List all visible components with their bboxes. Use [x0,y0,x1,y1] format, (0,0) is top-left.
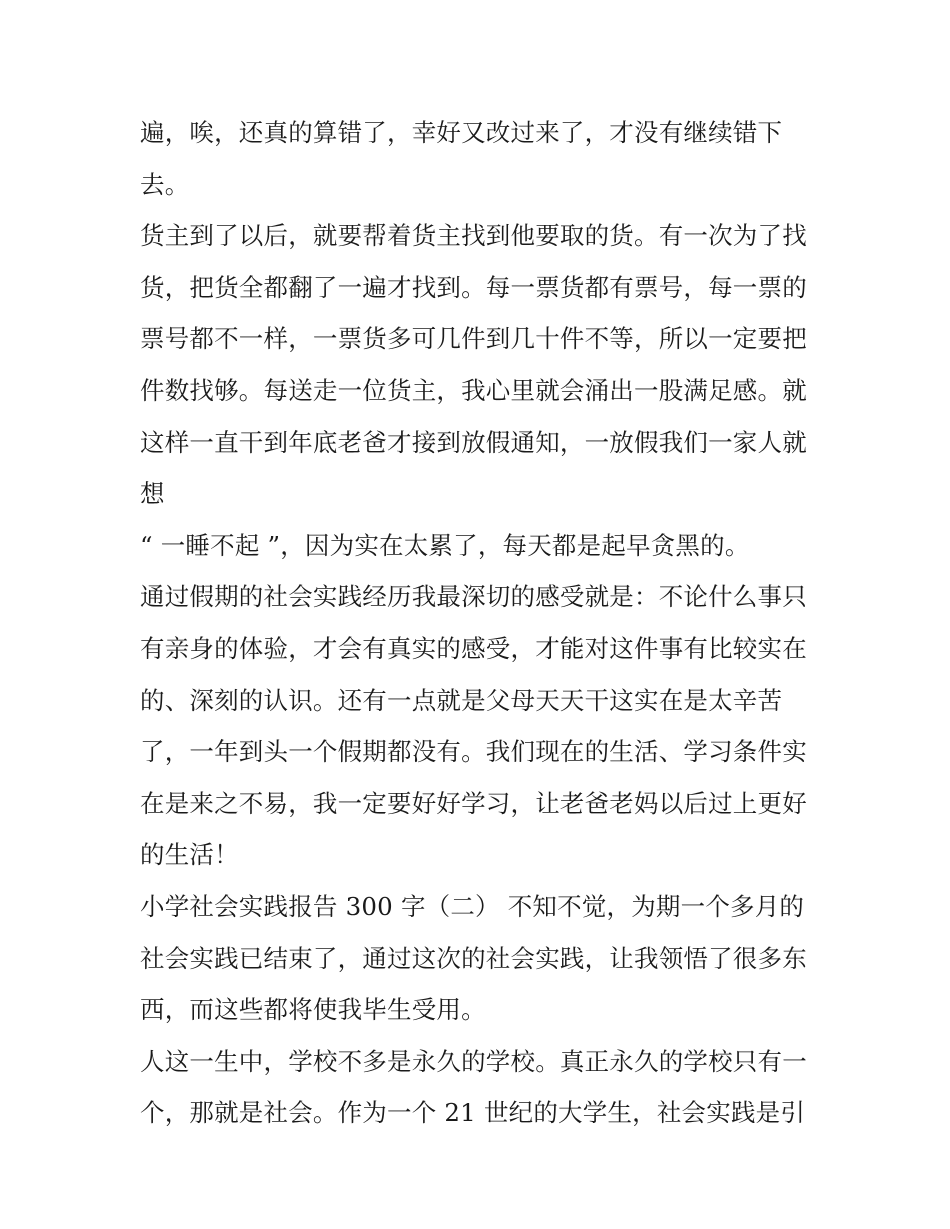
text-line-14: 在是来之不易，我一定要好好学习，让老爸老妈以后过上更好 [140,788,807,818]
text-line-13: 了，一年到头一个假期都没有。我们现在的生活、学习条件实 [140,737,807,767]
text-line-7: 这样一直干到年底老爸才接到放假通知，一放假我们一家人就 [140,427,807,457]
text-line-11: 有亲身的体验，才会有真实的感受，才能对这件事有比较实在 [140,633,807,663]
text-line-2: 去。 [140,169,190,199]
text-line-15: 的生活！ [140,840,239,870]
text-line-5: 票号都不一样，一票货多可几件到几十件不等，所以一定要把 [140,324,807,354]
text-line-10: 通过假期的社会实践经历我最深切的感受就是：不论什么事只 [140,582,807,612]
text-line-1: 遍，唉，还真的算错了，幸好又改过来了，才没有继续错下 [140,118,783,147]
text-line-12: 的、深刻的认识。还有一点就是父母天天干这实在是太辛苦 [140,685,783,715]
text-line-16: 小学社会实践报告 300 字（二） 不知不觉，为期一个多月的 [140,891,805,921]
text-line-4: 货，把货全都翻了一遍才找到。每一票货都有票号，每一票的 [140,272,807,302]
text-line-8: 想 [140,479,165,509]
text-line-17: 社会实践已结束了，通过这次的社会实践，让我领悟了很多东 [140,943,807,973]
document-body [140,107,815,1139]
text-line-20: 个，那就是社会。作为一个 21 世纪的大学生，社会实践是引 [140,1098,806,1128]
text-line-6: 件数找够。每送走一位货主，我心里就会涌出一股满足感。就 [140,375,807,405]
text-line-18: 西，而这些都将使我毕生受用。 [140,995,486,1025]
text-line-9: “ 一睡不起 ”，因为实在太累了，每天都是起早贪黑的。 [140,530,750,560]
text-line-19: 人这一生中，学校不多是永久的学校。真正永久的学校只有一 [140,1046,807,1076]
text-line-3: 货主到了以后，就要帮着货主找到他要取的货。有一次为了找 [140,221,807,251]
